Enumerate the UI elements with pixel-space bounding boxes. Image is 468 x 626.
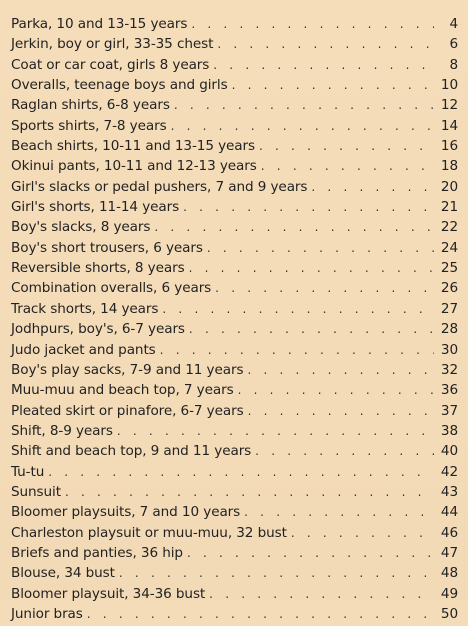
toc-entry-page-number: 37	[440, 402, 458, 419]
toc-entry-page-number: 10	[440, 77, 458, 94]
toc-entry	[11, 158, 458, 178]
dot-leader	[183, 200, 434, 214]
toc-entry-page-number: 38	[440, 422, 458, 439]
toc-entry-page-number: 18	[440, 158, 458, 175]
toc-entry-page-number: 4	[449, 16, 458, 32]
dot-leader	[311, 180, 434, 194]
dot-leader	[213, 58, 434, 72]
toc-entry-title: Jerkin, boy or girl, 33-35 chest	[11, 36, 214, 53]
toc-entry-page-number: 30	[440, 341, 458, 358]
toc-entry-page-number: 48	[440, 565, 458, 582]
dot-leader	[217, 37, 434, 51]
toc-entry	[11, 77, 458, 97]
toc-entry	[11, 362, 458, 382]
toc-entry-title: Sports shirts, 7-8 years	[11, 117, 167, 134]
toc-entry-page-number: 8	[449, 56, 458, 73]
toc-entry	[11, 586, 458, 606]
toc-entry-title: Okinui pants, 10-11 and 12-13 years	[11, 158, 257, 175]
toc-entry	[11, 199, 458, 219]
toc-entry-title: Muu-muu and beach top, 7 years	[11, 382, 234, 399]
toc-entry-title: Track shorts, 14 years	[11, 300, 159, 317]
toc-entry	[11, 179, 458, 199]
toc-entry-title: Beach shirts, 10-11 and 13-15 years	[11, 138, 255, 155]
toc-entry-page-number: 14	[440, 117, 458, 134]
dot-leader	[209, 587, 434, 601]
toc-entry-page-number: 6	[449, 36, 458, 53]
dot-leader	[248, 404, 434, 418]
toc-entry-title: Coat or car coat, girls 8 years	[11, 56, 210, 73]
toc-entry	[11, 606, 458, 626]
toc-entry-title: Reversible shorts, 8 years	[11, 260, 185, 277]
toc-entry	[11, 565, 458, 585]
toc-entry-title: Bloomer playsuits, 7 and 10 years	[11, 504, 241, 521]
toc-entry-title: Sunsuit	[11, 483, 61, 500]
toc-entry-page-number: 21	[440, 199, 458, 216]
dot-leader	[187, 546, 434, 560]
dot-leader	[117, 424, 434, 438]
toc-entry	[11, 301, 458, 321]
toc-entry	[11, 97, 458, 117]
toc-entry-title: Tu-tu	[11, 463, 45, 480]
dot-leader	[65, 485, 434, 499]
dot-leader	[189, 261, 434, 275]
toc-entry	[11, 118, 458, 138]
toc-entry-title: Boy's play sacks, 7-9 and 11 years	[11, 361, 244, 378]
dot-leader	[87, 607, 434, 621]
toc-entry	[11, 464, 458, 484]
dot-leader	[259, 139, 434, 153]
toc-entry-title: Charleston playsuit or muu-muu, 32 bust	[11, 524, 287, 541]
toc-entry-page-number: 32	[440, 361, 458, 378]
dot-leader	[48, 465, 434, 479]
toc-entry-page-number: 28	[440, 321, 458, 338]
toc-entry-page-number: 49	[440, 585, 458, 602]
dot-leader	[232, 78, 434, 92]
toc-entry	[11, 36, 458, 56]
toc-entry-title: Boy's slacks, 8 years	[11, 219, 151, 236]
dot-leader	[255, 444, 434, 458]
toc-entry-page-number: 25	[440, 260, 458, 277]
toc-entry-page-number: 27	[440, 300, 458, 317]
toc-entry	[11, 57, 458, 77]
toc-entry	[11, 138, 458, 158]
toc-entry-title: Judo jacket and pants	[11, 341, 156, 358]
toc-entry-title: Boy's short trousers, 6 years	[11, 239, 203, 256]
toc-entry-page-number: 26	[440, 280, 458, 297]
dot-leader	[154, 220, 434, 234]
toc-entry-title: Pleated skirt or pinafore, 6-7 years	[11, 402, 244, 419]
dot-leader	[162, 302, 434, 316]
dot-leader	[215, 281, 434, 295]
toc-entry-title: Briefs and panties, 36 hip	[11, 544, 183, 561]
dot-leader	[247, 363, 434, 377]
dot-leader	[171, 119, 434, 133]
toc-entry	[11, 403, 458, 423]
toc-entry-page-number: 16	[440, 138, 458, 155]
toc-entry-title: Combination overalls, 6 years	[11, 280, 212, 297]
dot-leader	[160, 343, 434, 357]
dot-leader	[291, 526, 434, 540]
toc-entry	[11, 219, 458, 239]
toc-entry-page-number: 42	[440, 463, 458, 480]
toc-entry	[11, 423, 458, 443]
toc-entry-title: Shift and beach top, 9 and 11 years	[11, 443, 252, 460]
dot-leader	[261, 159, 434, 173]
toc-entry-title: Girl's shorts, 11-14 years	[11, 199, 180, 216]
toc-entry-title: Jodhpurs, boy's, 6-7 years	[11, 321, 185, 338]
toc-entry-title: Girl's slacks or pedal pushers, 7 and 9 years	[11, 178, 308, 195]
toc-entry	[11, 525, 458, 545]
toc-entry-title: Overalls, teenage boys and girls	[11, 77, 228, 94]
toc-entry	[11, 545, 458, 565]
toc-entry-page-number: 43	[440, 483, 458, 500]
toc-entry-title: Junior bras	[11, 605, 83, 622]
dot-leader	[244, 505, 434, 519]
toc-entry-page-number: 22	[440, 219, 458, 236]
toc-entry	[11, 484, 458, 504]
table-of-contents	[11, 16, 458, 626]
toc-entry-page-number: 46	[440, 524, 458, 541]
dot-leader	[207, 241, 434, 255]
toc-entry-page-number: 36	[440, 382, 458, 399]
toc-entry-title: Shift, 8-9 years	[11, 422, 113, 439]
toc-entry-page-number: 24	[440, 239, 458, 256]
toc-entry	[11, 443, 458, 463]
toc-entry-page-number: 47	[440, 544, 458, 561]
toc-entry-page-number: 50	[440, 605, 458, 622]
toc-entry	[11, 504, 458, 524]
toc-entry	[11, 280, 458, 300]
toc-entry-page-number: 40	[440, 443, 458, 460]
dot-leader	[174, 98, 434, 112]
dot-leader	[191, 17, 434, 31]
toc-entry-page-number: 20	[440, 178, 458, 195]
toc-entry-title: Blouse, 34 bust	[11, 565, 115, 582]
toc-entry-page-number: 12	[440, 97, 458, 114]
toc-entry-title: Parka, 10 and 13-15 years	[11, 16, 188, 32]
dot-leader	[119, 566, 434, 580]
toc-entry	[11, 382, 458, 402]
toc-entry	[11, 240, 458, 260]
dot-leader	[238, 383, 434, 397]
dot-leader	[189, 322, 434, 336]
toc-entry-title: Bloomer playsuit, 34-36 bust	[11, 585, 206, 602]
toc-entry	[11, 321, 458, 341]
toc-entry	[11, 16, 458, 36]
toc-entry-page-number: 44	[440, 504, 458, 521]
toc-entry	[11, 260, 458, 280]
toc-entry-title: Raglan shirts, 6-8 years	[11, 97, 170, 114]
toc-entry	[11, 342, 458, 362]
